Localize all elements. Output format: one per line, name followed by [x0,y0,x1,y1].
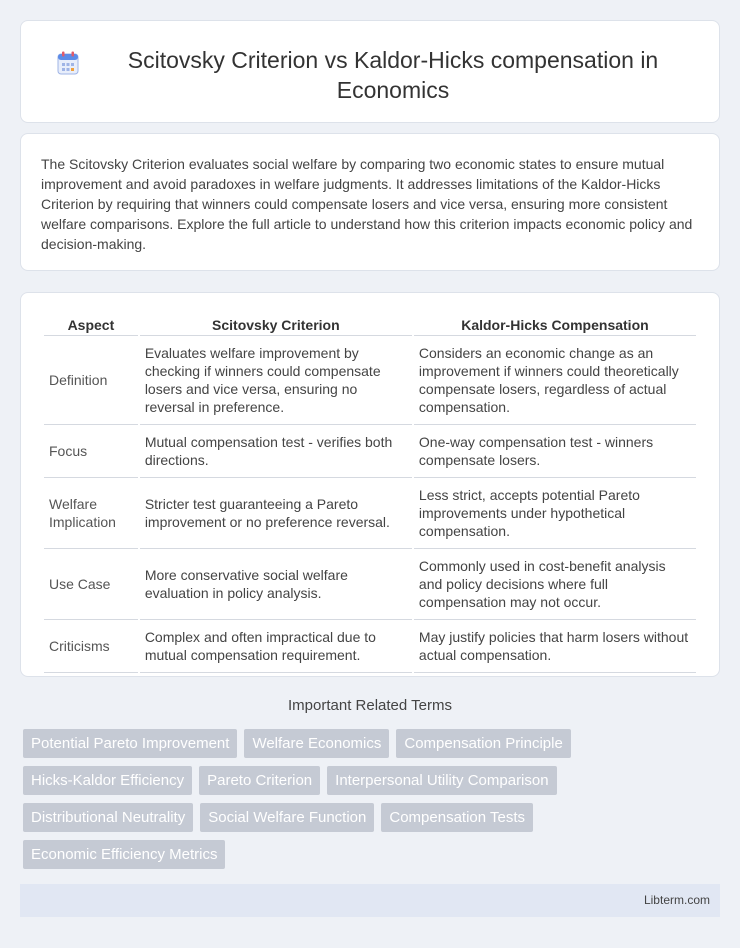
table-row [44,336,696,425]
table-header-row [44,313,696,336]
table-row [44,478,696,549]
row-aspect: Use Case [44,549,138,620]
related-terms-heading: Important Related Terms [288,697,452,714]
header-scitovsky: Scitovsky Criterion [140,313,412,336]
page-title: Scitovsky Criterion vs Kaldor-Hicks compensation in Economics [127,47,659,103]
row-aspect: Focus [44,425,138,478]
related-terms-list [23,729,723,869]
row-scitovsky: Complex and often impractical due to mutual compensation requirement. [140,620,412,673]
related-term-tag[interactable]: Distributional Neutrality [23,803,193,832]
row-kaldor-hicks: Considers an economic change as an improvement if winners could theoretically compensate losers, regardless of actual compensation. [414,336,696,425]
row-scitovsky: More conservative social welfare evaluation in policy analysis. [140,549,412,620]
row-scitovsky: Mutual compensation test - verifies both directions. [140,425,412,478]
related-term-tag[interactable]: Social Welfare Function [200,803,374,832]
row-aspect: Welfare Implication [44,478,138,549]
related-term-tag[interactable]: Hicks-Kaldor Efficiency [23,766,192,795]
table-row [44,549,696,620]
related-term-tag[interactable]: Pareto Criterion [199,766,320,795]
row-aspect: Definition [44,336,138,425]
header-aspect: Aspect [44,313,138,336]
related-term-tag[interactable]: Interpersonal Utility Comparison [327,766,556,795]
header-kaldor-hicks: Kaldor-Hicks Compensation [414,313,696,336]
comparison-card [20,292,720,677]
row-scitovsky: Evaluates welfare improvement by checking if winners could compensate losers and vice versa, ensuring no reversal in preference. [140,336,412,425]
row-aspect: Criticisms [44,620,138,673]
calendar-icon [57,51,79,75]
intro-paragraph: The Scitovsky Criterion evaluates social welfare by comparing two economic states to ensure mutual improvement and avoid paradoxes in welfare judgments. It addresses limitations of the Kaldor-Hicks Criterion by requiring that winners could compensate losers and vice versa, ensuring more consistent welfare comparisons. Explore the full article to understand how this criterion impacts economic policy and decision-making. [41,156,693,252]
related-term-tag[interactable]: Economic Efficiency Metrics [23,840,225,869]
intro-card [20,133,720,271]
related-term-tag[interactable]: Compensation Tests [381,803,533,832]
related-term-tag[interactable]: Welfare Economics [244,729,389,758]
related-term-tag[interactable]: Compensation Principle [396,729,570,758]
row-scitovsky: Stricter test guaranteeing a Pareto improvement or no preference reversal. [140,478,412,549]
row-kaldor-hicks: One-way compensation test - winners compensate losers. [414,425,696,478]
table-row [44,425,696,478]
row-kaldor-hicks: Less strict, accepts potential Pareto improvements under hypothetical compensation. [414,478,696,549]
title-card [20,20,720,123]
footer [20,884,720,917]
comparison-table [42,313,698,673]
row-kaldor-hicks: Commonly used in cost-benefit analysis and policy decisions where full compensation may not occur. [414,549,696,620]
row-kaldor-hicks: May justify policies that harm losers without actual compensation. [414,620,696,673]
related-term-tag[interactable]: Potential Pareto Improvement [23,729,237,758]
table-row [44,620,696,673]
site-link[interactable]: Libterm.com [643,893,710,907]
